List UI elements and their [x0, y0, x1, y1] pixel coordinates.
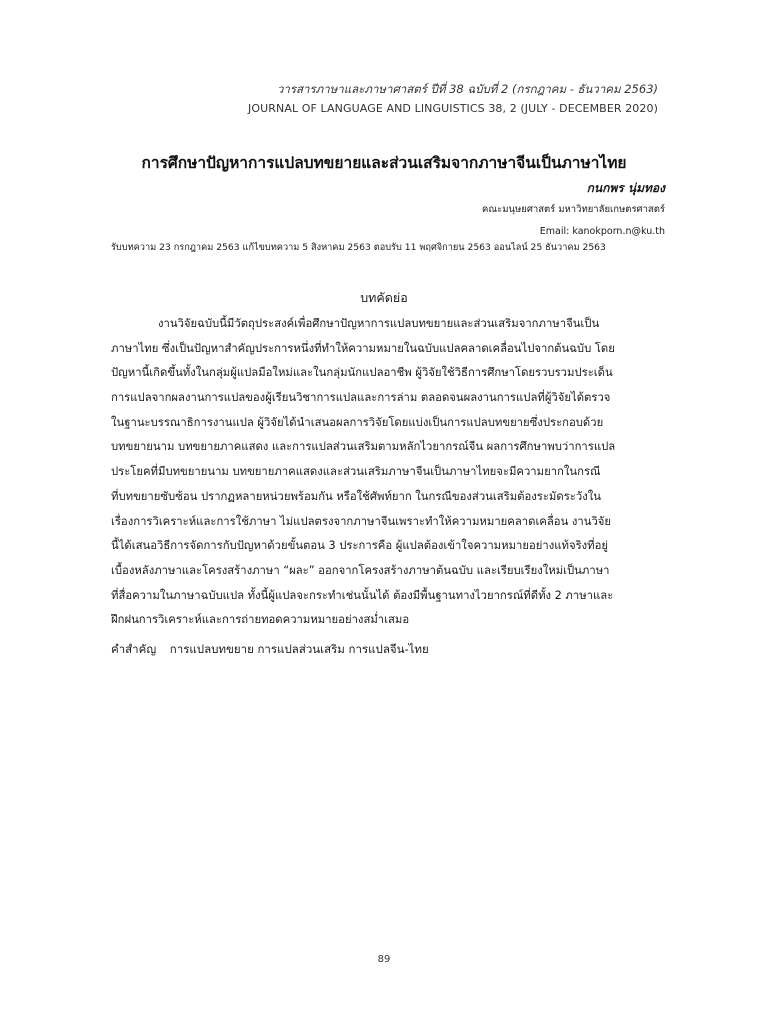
keywords — [111, 637, 665, 661]
journal-header — [248, 79, 658, 119]
abstract-line: เรื่องการวิเคราะห์และการใช้ภาษา ไม่แปลตรงจากภาษาจีนเพราะทำให้ความหมายคลาดเคลื่อน งานวิจัย — [111, 514, 612, 528]
journal-title-english: JOURNAL OF LANGUAGE AND LINGUISTICS 38, 2 (JULY - DECEMBER 2020) — [248, 102, 658, 115]
abstract-line: เบื้องหลังภาษาและโครงสร้างภาษา “ผละ” ออกจากโครงสร้างภาษาต้นฉบับ และเรียบเรียงใหม่เป็นภาษา — [111, 563, 610, 577]
keywords-text: การแปลบทขยาย การแปลส่วนเสริม การแปลจีน-ไทย — [169, 642, 429, 656]
page-number: 89 — [377, 954, 391, 965]
article-dates: รับบทความ 23 กรกฎาคม 2563 แก้ไขบทความ 5 สิงหาคม 2563 ตอบรับ 11 พฤศจิกายน 2563 ออนไลน์ 25 ธันวาคม 2563 — [111, 242, 606, 253]
abstract-line: ที่สื่อความในภาษาฉบับแปล ทั้งนี้ผู้แปลจะกระทำเช่นนั้นได้ ต้องมีพื้นฐานทางไวยากรณ์ที่ดีทั้ง 2 ภาษาและ — [111, 588, 614, 602]
abstract-line: นี้ได้เสนอวิธีการจัดการกับปัญหาด้วยขั้นตอน 3 ประการคือ ผู้แปลต้องเข้าใจความหมายอย่างแท้จริงที่อยู่ — [111, 539, 609, 553]
abstract-line: บทขยายนาม บทขยายภาคแสดง และการแปลส่วนเสริมตามหลักไวยากรณ์จีน ผลการศึกษาพบว่าการแปล — [111, 440, 616, 454]
abstract-line: ประโยคที่มีบทขยายนาม บทขยายภาคแสดงและส่วนเสริมภาษาจีนเป็นภาษาไทยจะมีความยากในกรณี — [111, 465, 601, 479]
abstract-line: ฝึกฝนการวิเคราะห์และการถ่ายทอดความหมายอย่างสม่ำเสมอ — [111, 613, 410, 627]
abstract-line: ปัญหานี้เกิดขึ้นทั้งในกลุ่มผู้แปลมือใหม่และในกลุ่มนักแปลอาชีพ ผู้วิจัยใช้วิธีการศึกษาโดยรวบรวมประเด็น — [111, 366, 613, 380]
author-email: Email: kanokporn.n@ku.th — [539, 226, 665, 237]
abstract-body — [111, 312, 665, 633]
author-affiliation: คณะมนุษยศาสตร์ มหาวิทยาลัยเกษตรศาสตร์ — [481, 204, 665, 215]
abstract-heading: บทคัดย่อ — [360, 290, 408, 305]
abstract-line: งานวิจัยฉบับนี้มีวัตถุประสงค์เพื่อศึกษาปัญหาการแปลบทขยายและส่วนเสริมจากภาษาจีนเป็น — [158, 317, 600, 330]
journal-title-thai: วารสารภาษาและภาษาศาสตร์ ปีที่ 38 ฉบับที่ 2 (กรกฎาคม - ธันวาคม 2563) — [276, 82, 658, 96]
author-name: กนกพร นุ่มทอง — [586, 181, 665, 195]
author-block — [105, 178, 665, 242]
abstract-line: ที่บทขยายซับซ้อน ปรากฏหลายหน่วยพร้อมกัน หรือใช้ศัพท์ยาก ในกรณีของส่วนเสริมต้องระมัดระวังใน — [111, 489, 601, 503]
keywords-label: คำสำคัญ — [111, 642, 157, 656]
abstract-line: ภาษาไทย ซึ่งเป็นปัญหาสำคัญประการหนึ่งที่ทำให้ความหมายในฉบับแปลคลาดเคลื่อนไปจากต้นฉบับ โดย — [111, 341, 615, 355]
abstract-line: ในฐานะบรรณาธิการงานแปล ผู้วิจัยได้นำเสนอผลการวิจัยโดยแบ่งเป็นการแปลบทขยายซึ่งประกอบด้วย — [111, 415, 604, 429]
article-title: การศึกษาปัญหาการแปลบทขยายและส่วนเสริมจากภาษาจีนเป็นภาษาไทย — [141, 154, 627, 172]
abstract-line: การแปลจากผลงานการแปลของผู้เรียนวิชาการแปลและการล่าม ตลอดจนผลงานการแปลที่ผู้วิจัยได้ตรวจ — [111, 391, 611, 405]
